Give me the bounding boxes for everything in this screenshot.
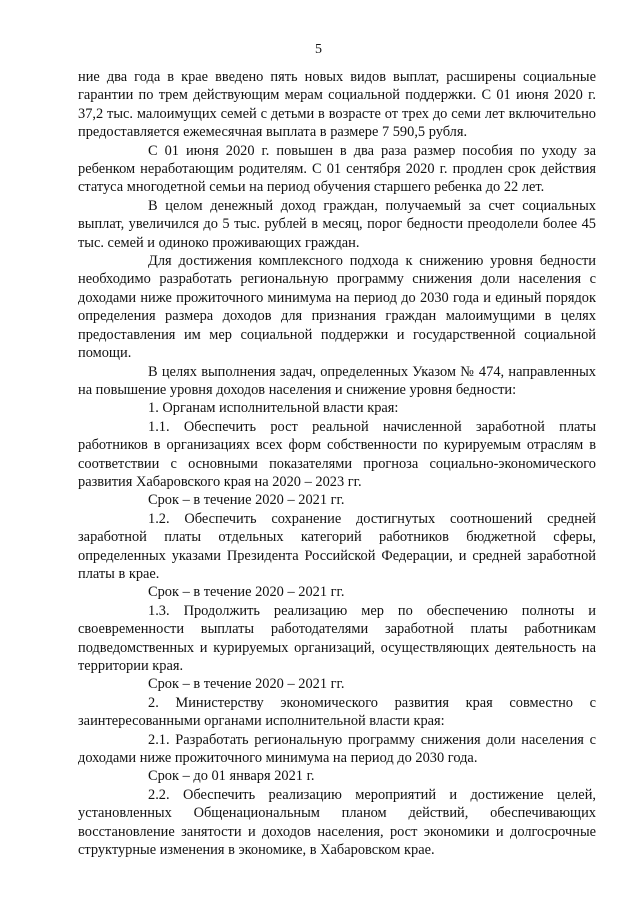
deadline-line: Срок – в течение 2020 – 2021 гг. [148, 492, 345, 509]
deadline-line: Срок – в течение 2020 – 2021 гг. [148, 676, 345, 693]
list-item: 1.1. Обеспечить рост реальной начисленной заработной платы работников в организациях всех форм собственности по курируемым отраслям в соответствии с основными показателями прогноза социально-экономического развития Хабаровского края на 2020 – 2023 гг. [78, 418, 596, 490]
deadline-line: Срок – до 01 января 2021 г. [148, 768, 315, 785]
paragraph: В целом денежный доход граждан, получаемый за счет социальных выплат, увеличился до 5 тыс. рублей в месяц, порог бедности преодолели более 45 тыс. семей и одиноко проживающих граждан. [78, 197, 596, 251]
deadline-line: Срок – в течение 2020 – 2021 гг. [148, 584, 345, 601]
paragraph: В целях выполнения задач, определенных Указом № 474, направленных на повышение уровня доходов населения и снижение уровня бедности: [78, 363, 596, 398]
list-item: 2.2. Обеспечить реализацию мероприятий и достижение целей, установленных Общенациональным планом действий, обеспечивающих восстановление занятости и доходов населения, рост экономики и долгосрочные структурные изменения в экономике, в Хабаровском крае. [78, 786, 596, 859]
list-heading: 2. Министерству экономического развития края совместно с заинтересованными органами исполнительной власти края: [78, 694, 596, 730]
paragraph: С 01 июня 2020 г. повышен в два раза размер пособия по уходу за ребенком неработающим родителям. С 01 сентября 2020 г. продлен срок действия статуса многодетной семьи на период обучения старшего ребенка до 22 лет. [78, 142, 596, 196]
paragraph-continuation: ние два года в крае введено пять новых видов выплат, расширены социальные гарантии по трем действующим мерам социальной поддержки. С 01 июня 2020 г. 37,2 тыс. малоимущих семей с детьми в возрасте от трех до семи лет включительно предоставляется ежемесячная выплата в размере 7 590,5 рубля. [78, 69, 596, 141]
list-item: 1.2. Обеспечить сохранение достигнутых соотношений средней заработной платы отдельных категорий работников бюджетной сферы, определенных указами Президента Российской Федерации, и средней заработной платы в крае. [78, 510, 596, 582]
list-heading: 1. Органам исполнительной власти края: [148, 400, 399, 417]
list-item: 2.1. Разработать региональную программу снижения доли населения с доходами ниже прожиточного минимума на период до 2030 года. [78, 731, 596, 767]
page-number: 5 [315, 42, 322, 57]
paragraph: Для достижения комплексного подхода к снижению уровня бедности необходимо разработать региональную программу снижения доли населения с доходами ниже прожиточного минимума на период до 2030 года и единый порядок определения размера доходов для признания граждан малоимущими в целях предоставления им мер социальной поддержки и государственной социальной помощи. [78, 253, 596, 362]
list-item: 1.3. Продолжить реализацию мер по обеспечению полноты и своевременности выплаты работодателями заработной платы работникам подведомственных и курируемых организаций, осуществляющих деятельность на территории края. [78, 602, 596, 674]
document-body [78, 68, 596, 859]
